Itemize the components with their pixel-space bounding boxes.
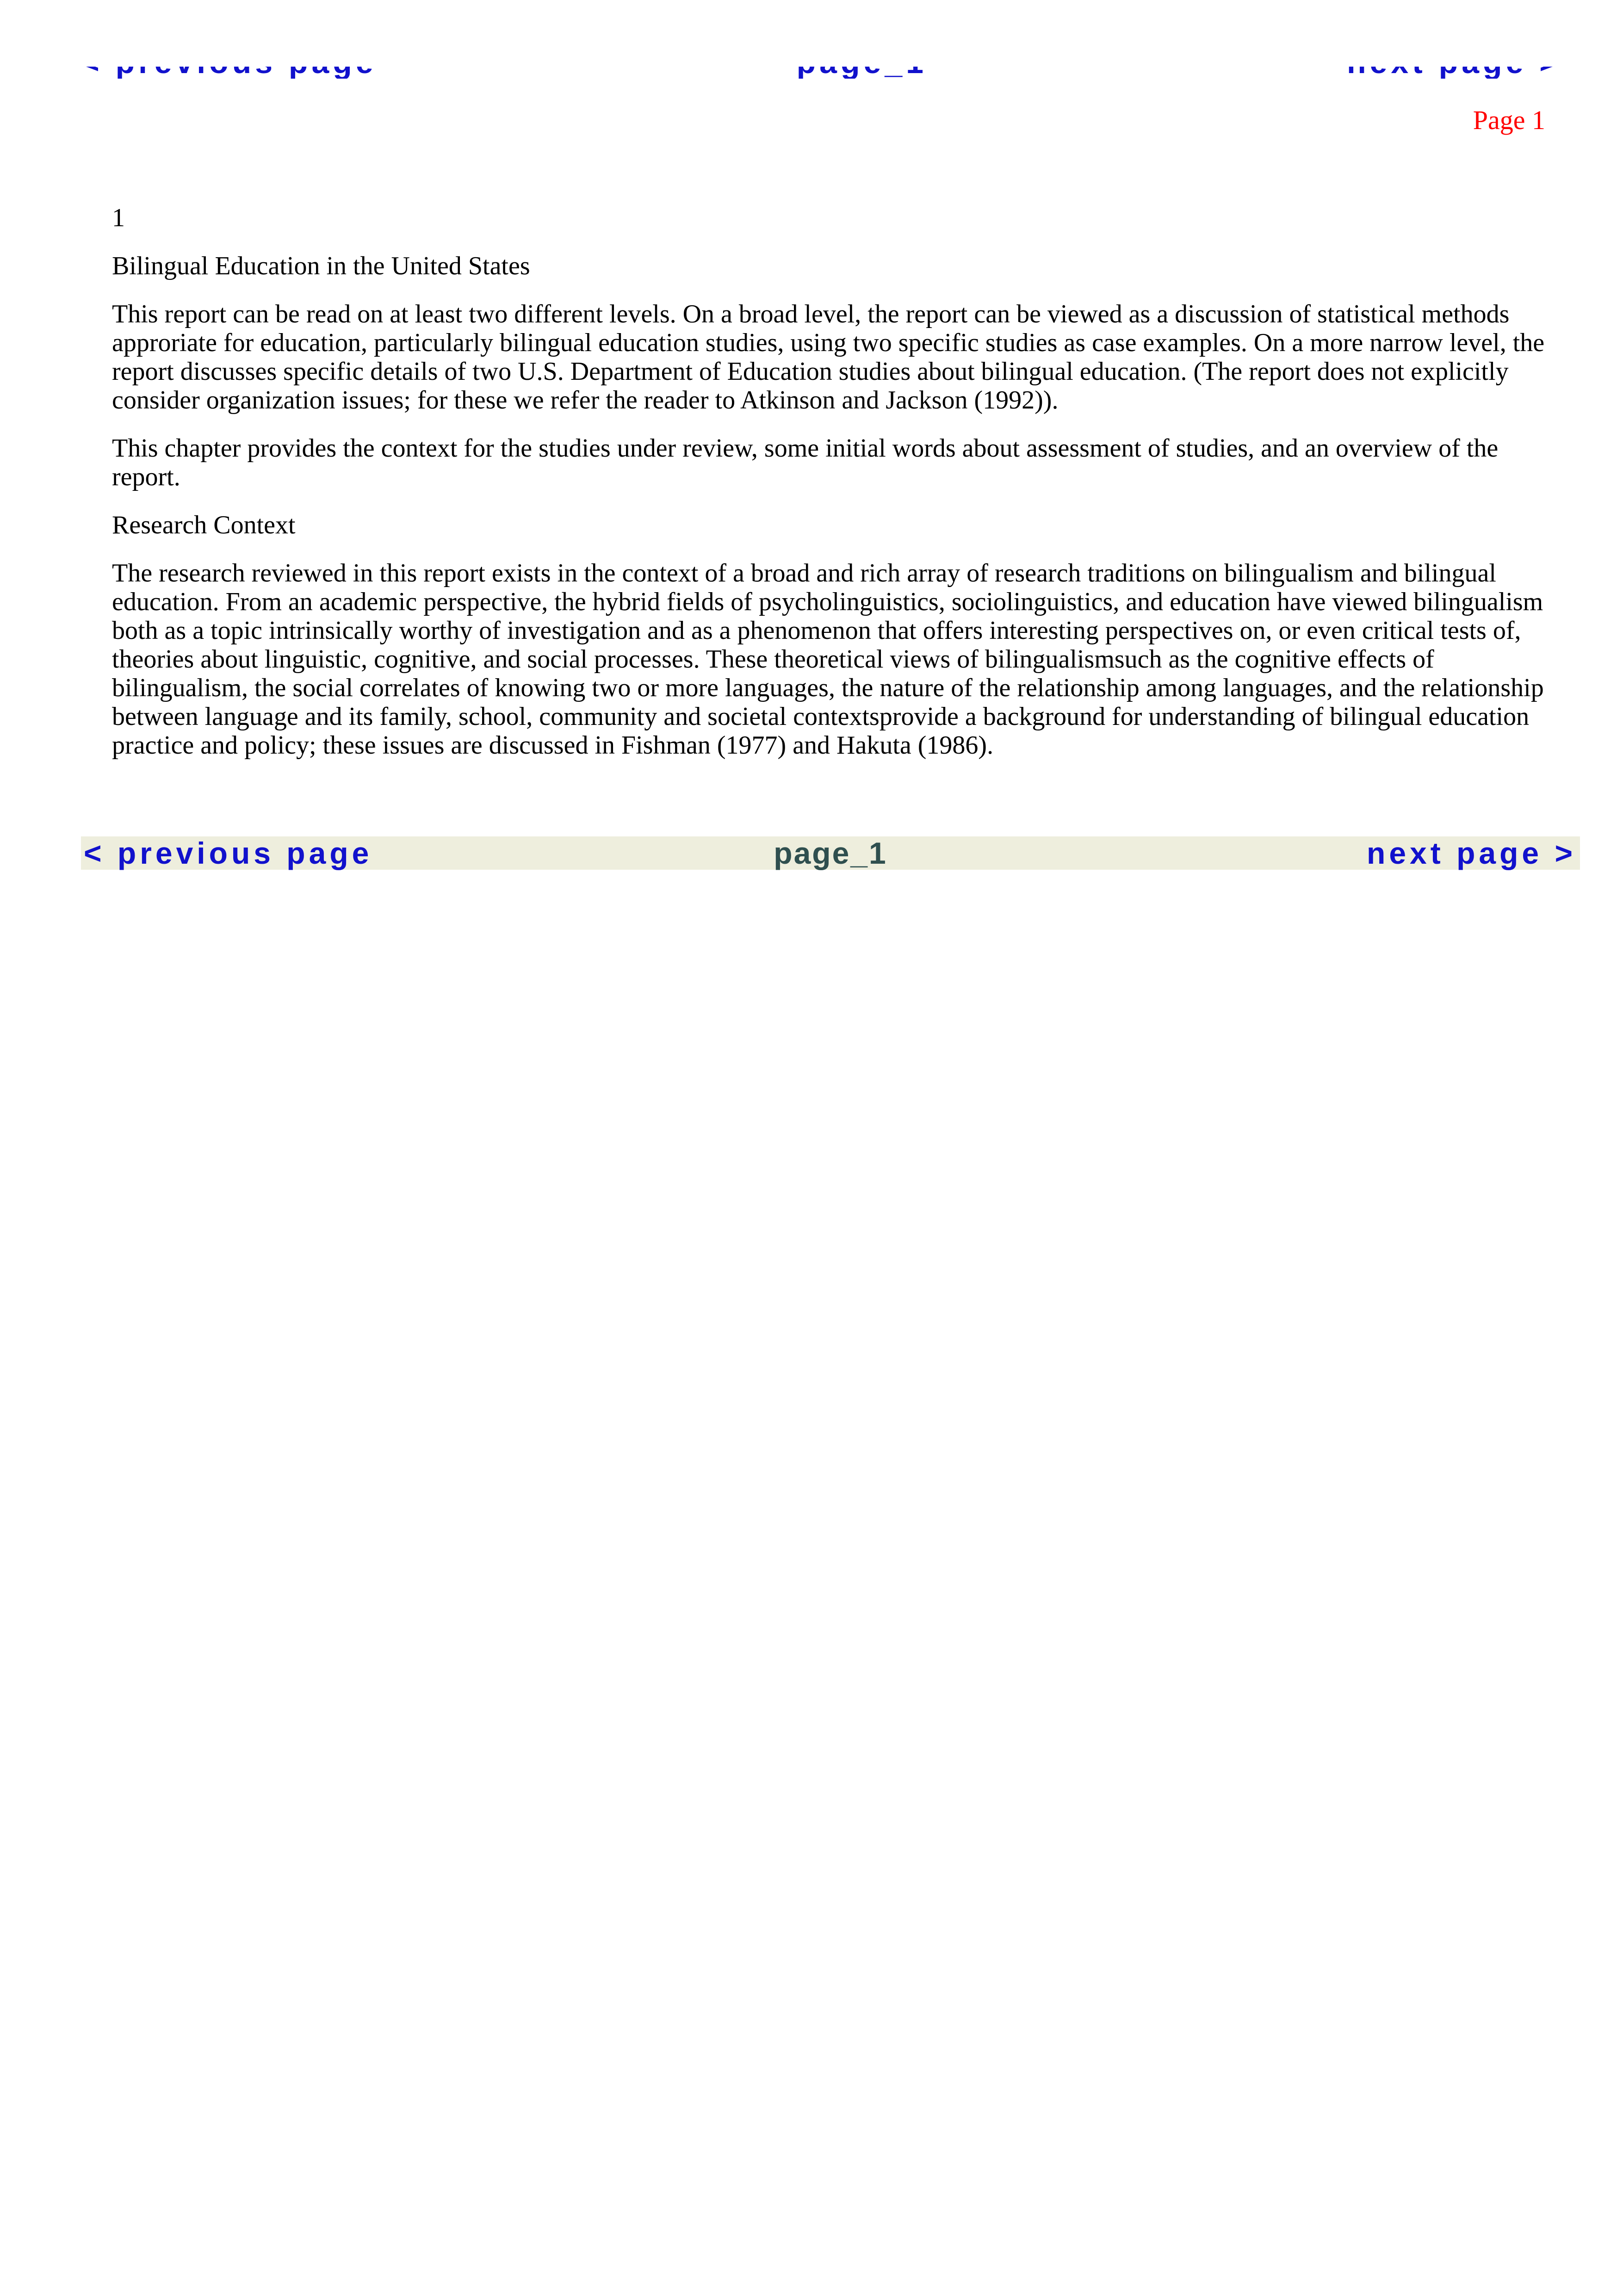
next-page-link[interactable]: next page >	[1367, 836, 1576, 870]
intro-paragraph: This report can be read on at least two different levels. On a broad level, the report can be viewed as a discussion of statistical methods approriate for education, particularly bilingual education studies, using two specific studies as case examples. On a more narrow level, the report discusses specific details of two U.S. Department of Education studies about bilingual education. (The report does not explicitly consider organization issues; for these we refer the reader to Atkinson and Jackson (1992)).	[112, 300, 1545, 415]
top-navigation-mask	[0, 0, 1623, 67]
chapter-title: Bilingual Education in the United States	[112, 252, 530, 280]
section-paragraph: The research reviewed in this report exists in the context of a broad and rich array of research traditions on bilingualism and bilingual education. From an academic perspective, the hybrid fields of psycholinguistics, sociolinguistics, and education have viewed bilingualism both as a topic intrinsically worthy of investigation and as a phenomenon that offers interesting perspectives on, or even critical tests of, theories about linguistic, cognitive, and social processes. These theoretical views of bilingualismsuch as the cognitive effects of bilingualism, the social correlates of knowing two or more languages, the nature of the relationship among languages, and the relationship between language and its family, school, community and societal contextsprovide a background for understanding of bilingual education practice and policy; these issues are discussed in Fishman (1977) and Hakuta (1986).	[112, 559, 1544, 760]
intro-paragraph: This chapter provides the context for the studies under review, some initial words about assessment of studies, and an overview of the report.	[112, 434, 1499, 491]
section-heading: Research Context	[112, 511, 296, 539]
bottom-navigation	[81, 836, 1580, 870]
document-content	[112, 204, 1546, 779]
previous-page-link[interactable]: < previous page	[84, 836, 373, 870]
top-navigation-clipped	[0, 0, 1623, 79]
page-label: Page 1	[1473, 105, 1545, 135]
chapter-number: 1	[112, 204, 125, 232]
current-page-label: page_1	[774, 836, 887, 870]
